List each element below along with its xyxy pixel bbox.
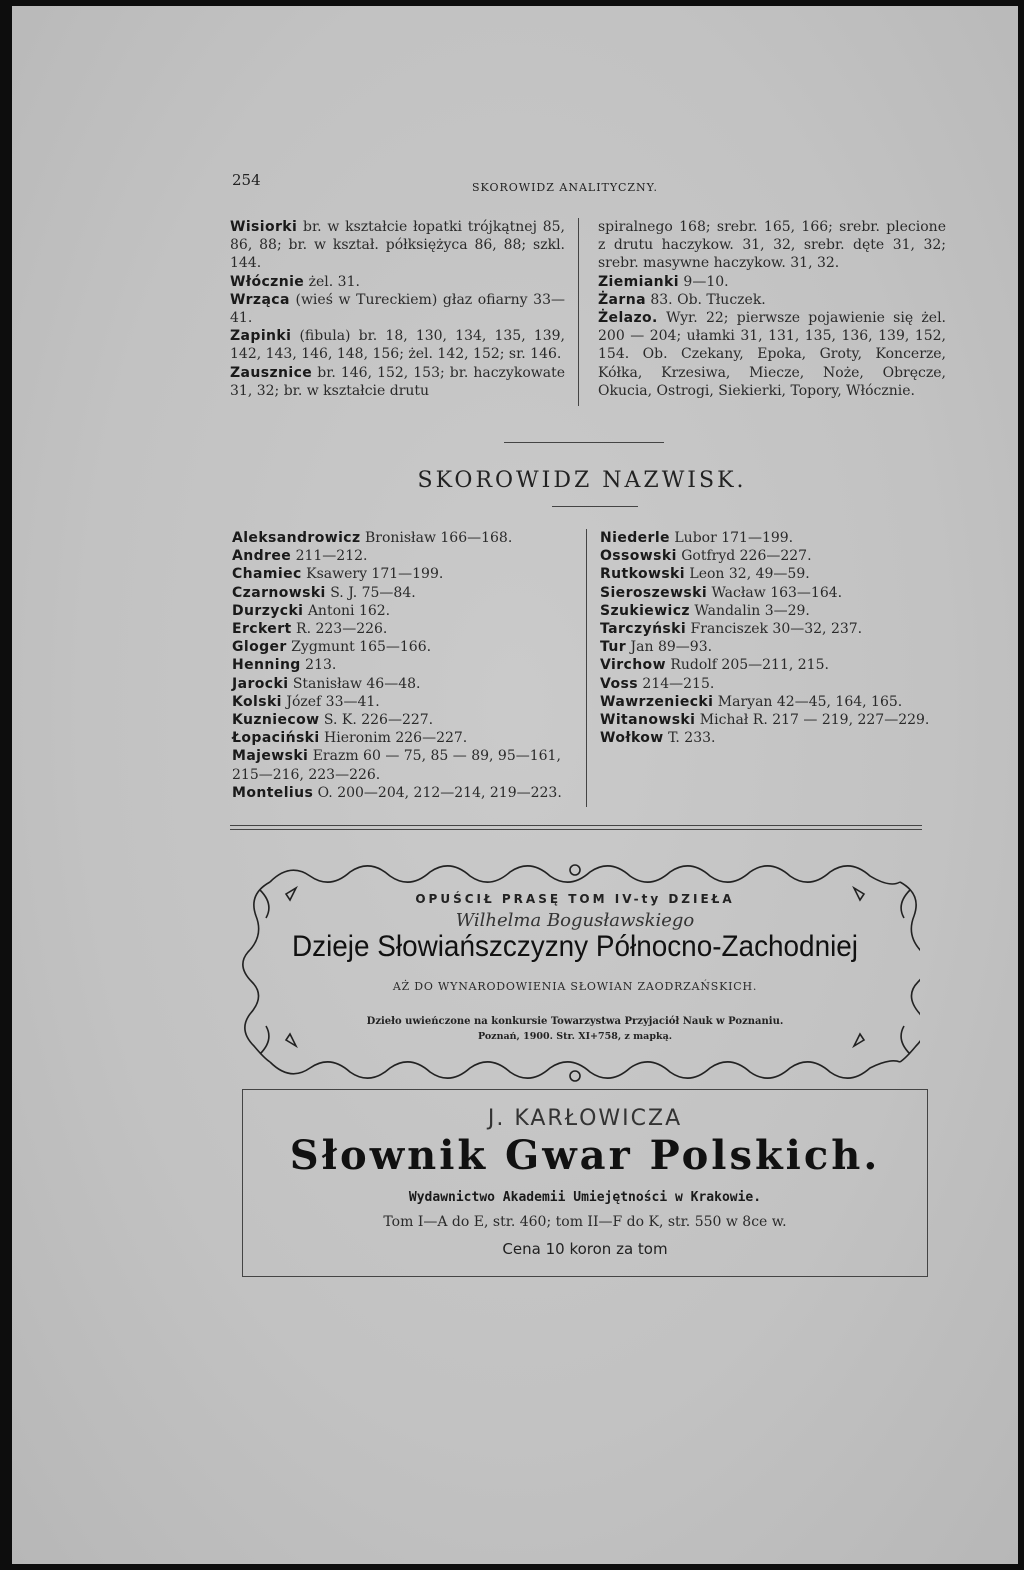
ad-subtitle: AŻ DO WYNARODOWIENIA SŁOWIAN ZAODRZAŃSKICH.: [392, 980, 758, 993]
entry-term: Andree: [232, 548, 292, 565]
ad-announcement: OPUŚCIŁ PRASĘ TOM IV-ty DZIEŁA: [415, 892, 735, 906]
entry-text: Jan 89—93.: [626, 639, 713, 656]
name-entry: [232, 747, 577, 783]
name-entry: [600, 675, 945, 693]
column-divider: [586, 529, 587, 807]
entry-text: T. 233.: [663, 730, 716, 747]
entry-text: S. J. 75—84.: [325, 584, 416, 601]
running-title: SKOROWIDZ ANALITYCZNY.: [472, 181, 658, 194]
entry-term: Żarna: [598, 291, 646, 308]
double-rule: [230, 829, 922, 830]
entry-term: Montelius: [232, 784, 314, 801]
name-entry: [232, 602, 577, 620]
entry-term: Henning: [232, 657, 301, 674]
name-entry: [232, 638, 577, 656]
subject-index-column-left: [230, 218, 565, 400]
name-entry: [232, 711, 577, 729]
entry-text: Franciszek 30—32, 237.: [686, 621, 863, 638]
entry-text: żel. 31.: [304, 273, 360, 290]
ornamental-frame: [230, 854, 920, 1094]
entry-term: Virchow: [600, 657, 666, 674]
entry-term: Tur: [600, 639, 627, 656]
entry-text: br. w kształcie łopatki trójkątnej 85, 86, 88; br. w kształ. półksiężyca 86, 88; szkl. 144.: [230, 219, 565, 272]
subject-entry: [230, 273, 565, 291]
entry-term: Włócznie: [230, 273, 305, 290]
entry-term: Voss: [600, 675, 638, 692]
entry-term: Jarocki: [232, 675, 289, 692]
ad-author: Wilhelma Bogusławskiego: [455, 910, 695, 931]
entry-text: S. K. 226—227.: [319, 712, 434, 729]
entry-text: Wandalin 3—29.: [689, 602, 810, 619]
entry-term: Łopaciński: [232, 730, 320, 747]
entry-term: Erckert: [232, 621, 292, 638]
ad-volumes: Tom I—A do E, str. 460; tom II—F do K, str. 550 w 8ce w.: [383, 1214, 787, 1230]
names-index-column-left: [232, 529, 577, 802]
column-divider: [578, 218, 579, 406]
name-entry: [232, 675, 577, 693]
entry-text: Bronisław 166—168.: [360, 530, 513, 546]
entry-term: Witanowski: [600, 712, 696, 729]
subject-index-column-right: [598, 218, 946, 400]
entry-text: spiralnego 168; srebr. 165, 166; srebr. plecione z drutu haczykow. 31, 32, srebr. dęte 31, 32; srebr. masywne haczykow. 31, 32.: [598, 219, 946, 272]
entry-term: Niederle: [600, 530, 670, 546]
entry-text: Stanisław 46—48.: [288, 675, 421, 692]
section-divider-bottom: [552, 506, 638, 507]
name-entry: [232, 656, 577, 674]
double-rule: [230, 825, 922, 826]
entry-term: Wrząca: [230, 291, 290, 308]
name-entry: [600, 602, 945, 620]
subject-entry: [230, 218, 565, 273]
name-entry: [600, 565, 945, 583]
entry-term: Wołkow: [600, 730, 664, 747]
subject-entry: [598, 218, 946, 273]
entry-text: br. 146, 152, 153; br. haczykowate 31, 32; br. w kształcie drutu: [230, 364, 565, 399]
entry-text: (fibula) br. 18, 130, 134, 135, 139, 142, 143, 146, 148, 156; żel. 142, 152; sr. 146.: [230, 328, 565, 363]
entry-text: R. 223—226.: [291, 621, 388, 638]
entry-text: O. 200—204, 212—214, 219—223.: [313, 784, 562, 801]
entry-term: Szukiewicz: [600, 602, 690, 619]
entry-term: Zapinki: [230, 328, 292, 345]
name-entry: [232, 784, 577, 802]
name-entry: [600, 656, 945, 674]
entry-text: Erazm 60 — 75, 85 — 89, 95—161, 215—216, 223—226.: [232, 748, 561, 783]
subject-entry: [598, 273, 946, 291]
name-entry: [232, 529, 577, 547]
entry-term: Kuzniecow: [232, 712, 320, 729]
entry-text: Rudolf 205—211, 215.: [665, 657, 829, 674]
name-entry: [232, 565, 577, 583]
entry-text: Ksawery 171—199.: [301, 566, 444, 583]
section-divider-top: [504, 442, 664, 443]
page-number: 254: [232, 171, 261, 189]
subject-entry: [598, 309, 946, 400]
entry-term: Chamiec: [232, 566, 302, 583]
entry-text: Gotfryd 226—227.: [676, 548, 812, 565]
entry-term: Rutkowski: [600, 566, 685, 583]
entry-term: Żelazo.: [598, 310, 658, 327]
name-entry: [600, 693, 945, 711]
entry-term: Ossowski: [600, 548, 677, 565]
subject-entry: [230, 327, 565, 363]
ad-publisher: Wydawnictwo Akademii Umiejętności w Krakowie.: [408, 1190, 762, 1205]
entry-term: Durzycki: [232, 602, 304, 619]
entry-text: Zygmunt 165—166.: [286, 639, 432, 656]
entry-text: Wacław 163—164.: [707, 584, 843, 601]
entry-text: Antoni 162.: [303, 602, 391, 619]
name-entry: [600, 729, 945, 747]
entry-text: Leon 32, 49—59.: [684, 566, 810, 583]
section-title-names: SKOROWIDZ NAZWISK.: [417, 468, 747, 493]
entry-term: Czarnowski: [232, 584, 326, 601]
ad-publication-info: Poznań, 1900. Str. XI+758, z mapką.: [477, 1031, 673, 1042]
entry-text: Wyr. 22; pierwsze pojawienie się żel. 200 — 204; ułamki 31, 131, 135, 136, 139, 152, 154. Ob. Czekany, Epoka, Groty, Koncerze, Kółka, Krzesiwa, Miecze, Noże, Obręcze, Okucia, Ostrogi, Siekierki, Topory, Włócznie.: [598, 310, 946, 399]
subject-entry: [230, 364, 565, 400]
subject-entry: [598, 291, 946, 309]
advertisement-boguslawski: [230, 854, 920, 1094]
ad-award-note: Dzieło uwieńczone na konkursie Towarzystwa Przyjaciół Nauk w Poznaniu.: [366, 1016, 784, 1027]
entry-term: Gloger: [232, 639, 287, 656]
entry-term: Ziemianki: [598, 273, 679, 290]
entry-term: Sieroszewski: [600, 584, 708, 601]
book-page: [12, 6, 1018, 1564]
name-entry: [600, 638, 945, 656]
name-entry: [600, 529, 945, 547]
entry-text: Maryan 42—45, 164, 165.: [713, 693, 903, 710]
entry-term: Wawrzeniecki: [600, 693, 714, 710]
name-entry: [232, 693, 577, 711]
entry-term: Tarczyński: [600, 621, 687, 638]
name-entry: [232, 547, 577, 565]
name-entry: [600, 547, 945, 565]
entry-text: (wieś w Tureckiem) głaz ofiarny 33—41.: [230, 291, 565, 327]
advertisement-karlowicz: [242, 1089, 928, 1277]
subject-entry: [230, 291, 565, 327]
entry-term: Aleksandrowicz: [232, 530, 361, 546]
entry-text: Lubor 171—199.: [669, 530, 794, 546]
ad-book-title: Dzieje Słowiańszczyzny Północno-Zachodniej: [291, 930, 859, 963]
name-entry: [600, 620, 945, 638]
name-entry: [232, 729, 577, 747]
entry-text: Józef 33—41.: [281, 693, 380, 710]
entry-text: 83. Ob. Tłuczek.: [645, 291, 766, 308]
name-entry: [232, 620, 577, 638]
entry-text: Michał R. 217 — 219, 227—229.: [695, 712, 930, 729]
ad-price: Cena 10 koron za tom: [502, 1240, 668, 1258]
name-entry: [600, 711, 945, 729]
entry-text: 214—215.: [637, 675, 715, 692]
entry-term: Zausznice: [230, 364, 313, 381]
entry-term: Kolski: [232, 693, 282, 710]
ad-author: J. KARŁOWICZA: [487, 1106, 683, 1131]
entry-text: 9—10.: [678, 273, 729, 290]
name-entry: [600, 584, 945, 602]
entry-term: Majewski: [232, 748, 309, 765]
entry-term: Wisiorki: [230, 219, 298, 235]
ad-book-title: Słownik Gwar Polskich.: [289, 1132, 881, 1179]
entry-text: 213.: [300, 657, 337, 674]
names-index-column-right: [600, 529, 945, 747]
entry-text: 211—212.: [291, 548, 368, 565]
name-entry: [232, 584, 577, 602]
entry-text: Hieronim 226—227.: [319, 730, 468, 747]
